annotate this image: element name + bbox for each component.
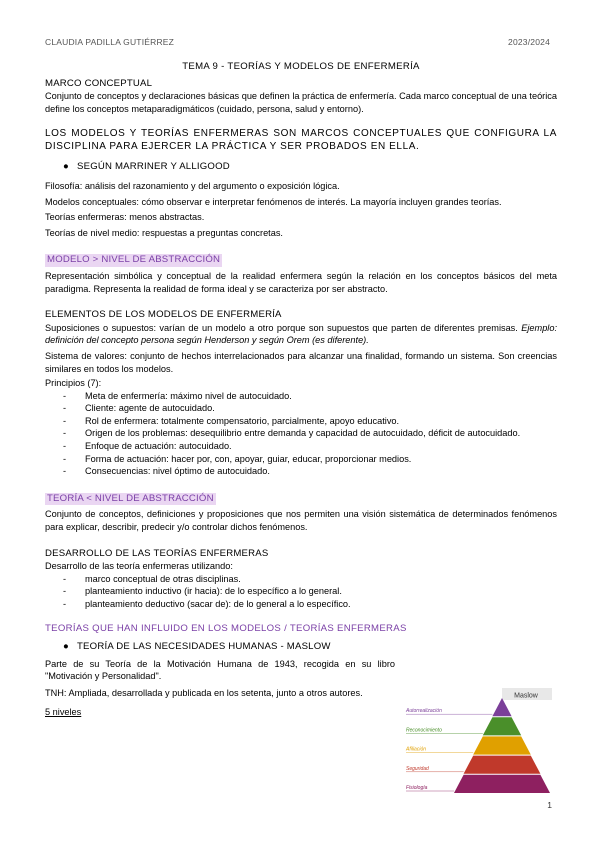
maslow-bullet-text: TEORÍA DE LAS NECESIDADES HUMANAS - MASLOW — [77, 641, 331, 653]
list-item: - Cliente: agente de autocuidado. — [63, 402, 557, 415]
list-item: - Consecuencias: nivel óptimo de autocuidado. — [63, 465, 557, 478]
pyramid-level-2 — [483, 717, 521, 735]
pyramid-label-5: Fisiología — [406, 785, 428, 791]
pyramid-title: Maslow — [514, 692, 538, 700]
elementos-valores: Sistema de valores: conjunto de hechos interrelacionados para alcanzar una finalidad, formando un sistema. Son creencias similares en todos los modelos. — [45, 350, 557, 374]
pyramid-level-4 — [464, 756, 541, 774]
list-item: - Rol de enfermera: totalmente compensatorio, parcialmente, apoyo educativo. — [63, 415, 557, 428]
list-item: - Meta de enfermería: máximo nivel de autocuidado. — [63, 390, 557, 403]
pyramid-label-2: Reconocimiento — [406, 727, 442, 734]
list-item: - marco conceptual de otras disciplinas. — [63, 573, 557, 586]
pyramid-levels — [405, 698, 550, 793]
maslow-pyramid-image — [404, 688, 554, 798]
desarrollo-heading: DESARROLLO DE LAS TEORÍAS ENFERMERAS — [45, 547, 269, 559]
elementos-suposiciones: Suposiciones o supuestos: varían de un modelo a otro porque son supuestos que parten de diferentes premisas. Ejemplo: definición del concepto persona según Henderson y según Orem (es diferente). — [45, 322, 558, 346]
marriner-line: Modelos conceptuales: cómo observar e interpretar fenómenos de interés. La mayoría incluyen grandes teorías. — [45, 196, 502, 207]
marriner-bullet — [45, 161, 557, 174]
marco-text: Conjunto de conceptos y declaraciones básicas que definen la práctica de enfermería. Cada marco conceptual de una teórica define los conceptos metaparadigmáticos (cuidado, persona, salud y entorno). — [45, 91, 557, 114]
document-body — [45, 61, 557, 718]
pyramid-label-4: Seguridad — [406, 765, 429, 772]
desarrollo-list — [45, 573, 557, 611]
principios-list — [45, 390, 557, 478]
elementos-ejemplo: Ejemplo: definición del concepto persona según Henderson y según Orem (es diferente). — [45, 322, 558, 346]
desarrollo-intro: Desarrollo de las teoría enfermeras utilizando: — [45, 561, 233, 572]
list-item: - Origen de los problemas: desequilibrio entre demanda y capacidad de autocuidado, déficit de autocuidado. — [63, 427, 557, 440]
marco-heading: MARCO CONCEPTUAL — [45, 77, 153, 89]
maslow-bullet — [45, 641, 557, 654]
document-title: TEMA 9 - TEORÍAS Y MODELOS DE ENFERMERÍA — [182, 61, 420, 72]
list-item: - Enfoque de actuación: autocuidado. — [63, 440, 557, 453]
marco-statement: LOS MODELOS Y TEORÍAS ENFERMERAS SON MARCOS CONCEPTUALES QUE CONFIGURA LA DISCIPLINA PARA EJERCER LA PRÁCTICA Y SER PROBADOS EN ELLA. — [45, 128, 557, 153]
marriner-line: Teorías enfermeras: menos abstractas. — [45, 212, 205, 223]
maslow-text: Parte de su Teoría de la Motivación Humana de 1943, recogida en su libro "Motivación y Personalidad". — [45, 658, 395, 682]
elementos-heading: ELEMENTOS DE LOS MODELOS DE ENFERMERÍA — [45, 309, 282, 321]
list-item: - planteamiento inductivo (ir hacia): de lo específico a lo general. — [63, 585, 557, 598]
marriner-line: Teorías de nivel medio: respuestas a preguntas concretas. — [45, 227, 283, 238]
maslow-tnh: TNH: Ampliada, desarrollada y publicada en los setenta, junto a otros autores. — [45, 687, 363, 698]
marriner-bullet-text: SEGÚN MARRINER Y ALLIGOOD — [77, 161, 230, 173]
pyramid-level-5 — [454, 775, 550, 793]
bullet-icon: ● — [63, 161, 69, 173]
marriner-line: Filosofía: análisis del razonamiento y del argumento o exposición lógica. — [45, 180, 340, 191]
pyramid-label-3: Afiliación — [406, 746, 427, 753]
header-author: CLAUDIA PADILLA GUTIÉRREZ — [45, 37, 175, 47]
teoria-heading: TEORÍA < NIVEL DE ABSTRACCIÓN — [47, 492, 214, 504]
maslow-niveles: 5 niveles — [45, 706, 82, 717]
pyramid-level-3 — [473, 736, 531, 754]
influido-heading: TEORÍAS QUE HAN INFLUIDO EN LOS MODELOS / TEORÍAS ENFERMERAS — [45, 622, 407, 634]
pyramid-level-1 — [492, 698, 511, 716]
bullet-icon: ● — [63, 641, 69, 653]
principios-label: Principios (7): — [45, 378, 102, 389]
header-year: 2023/2024 — [508, 37, 550, 47]
pyramid-label-1: Autorrealización — [406, 708, 442, 715]
list-item: - Forma de actuación: hacer por, con, apoyar, guiar, educar, proporcionar medios. — [63, 453, 557, 466]
modelo-text: Representación simbólica y conceptual de la realidad enfermera según la relación en los conceptos básicos del meta paradigma. Representa la realidad de forma ideal y se caracteriza por ser abstracto. — [45, 270, 557, 294]
list-item: - planteamiento deductivo (sacar de): de lo general a lo específico. — [63, 598, 557, 611]
teoria-text: Conjunto de conceptos, definiciones y proposiciones que nos permiten una visión sistemática de determinados fenómenos para explicar, describir, predecir y/o controlar dichos fenómenos. — [45, 509, 557, 533]
modelo-heading: MODELO > NIVEL DE ABSTRACCIÓN — [47, 254, 221, 266]
page-number: 1 — [547, 800, 552, 810]
